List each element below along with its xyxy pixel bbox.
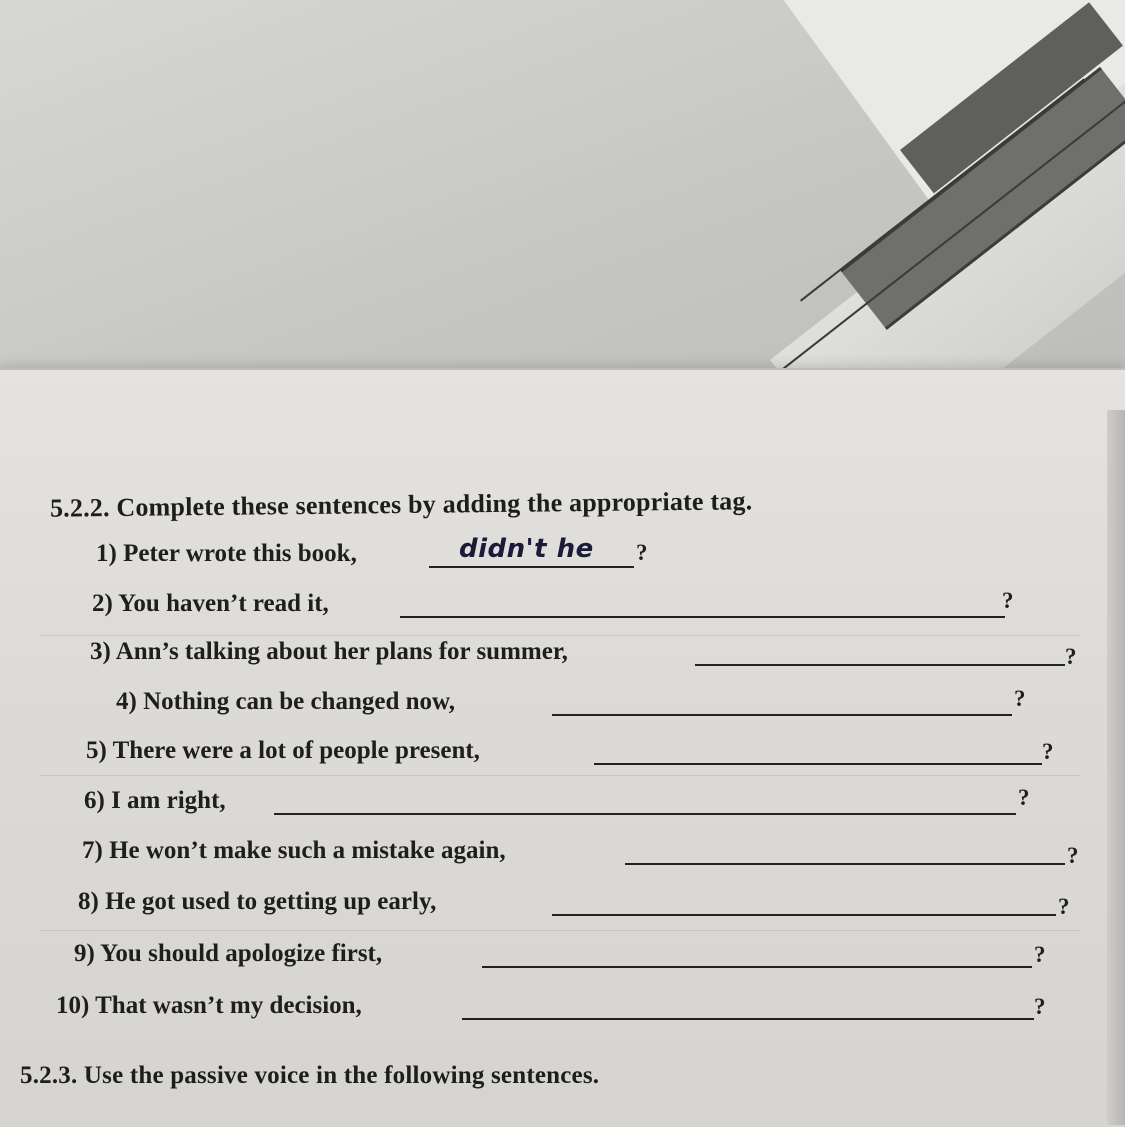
question-mark: ?: [1065, 644, 1077, 669]
question-mark: ?: [1002, 588, 1014, 613]
item-text: 8) He got used to getting up early,: [78, 888, 437, 915]
answer-field[interactable]: [400, 590, 1005, 618]
item-text: 1) Peter wrote this book,: [96, 540, 357, 567]
answer-field[interactable]: [552, 688, 1012, 716]
page-rule: [40, 775, 1080, 776]
item-text: 7) He won’t make such a mistake again,: [82, 837, 506, 864]
question-mark: ?: [1034, 942, 1046, 967]
item-text: 10) That wasn’t my decision,: [56, 992, 362, 1019]
answer-field[interactable]: [482, 940, 1032, 968]
item-text: 6) I am right,: [84, 787, 226, 814]
question-mark: ?: [1067, 843, 1079, 868]
exercise-item: [96, 534, 656, 574]
page-rule: [40, 930, 1080, 931]
answer-field[interactable]: [594, 737, 1042, 765]
item-text: 4) Nothing can be changed now,: [116, 688, 455, 715]
exercise-item: [84, 787, 1044, 821]
page-edge: [1107, 410, 1125, 1125]
answer-field[interactable]: [462, 992, 1034, 1020]
answer-field[interactable]: [274, 787, 1016, 815]
question-mark: ?: [1018, 785, 1030, 810]
item-text: 9) You should apologize first,: [74, 940, 383, 967]
question-mark: ?: [1034, 994, 1046, 1019]
question-mark: ?: [1014, 686, 1026, 711]
answer-field[interactable]: [552, 888, 1056, 916]
page-rule: [40, 635, 1080, 636]
handwritten-answer: didn't he: [459, 534, 594, 564]
exercise-heading: 5.2.3. Use the passive voice in the following sentences.: [20, 1062, 600, 1089]
exercise-item: [74, 940, 1054, 974]
exercise-item: [116, 688, 1036, 722]
exercise-item: [56, 992, 1056, 1026]
exercise-item: [78, 888, 1078, 922]
exercise-item: [92, 590, 1022, 624]
answer-field[interactable]: [625, 837, 1065, 865]
exercise-item: [90, 638, 1085, 672]
question-mark: ?: [1042, 739, 1054, 764]
exercise-item: [86, 737, 1066, 771]
item-text: 5) There were a lot of people present,: [86, 737, 480, 764]
item-text: 3) Ann’s talking about her plans for summer,: [90, 638, 568, 665]
exercise-item: [82, 837, 1082, 871]
exercise-heading: 5.2.2. Complete these sentences by adding the appropriate tag.: [49, 486, 753, 523]
question-mark: ?: [1058, 894, 1070, 919]
answer-field[interactable]: [695, 638, 1065, 666]
item-text: 2) You haven’t read it,: [92, 590, 329, 617]
answer-field[interactable]: [429, 534, 634, 568]
question-mark: ?: [636, 540, 648, 565]
